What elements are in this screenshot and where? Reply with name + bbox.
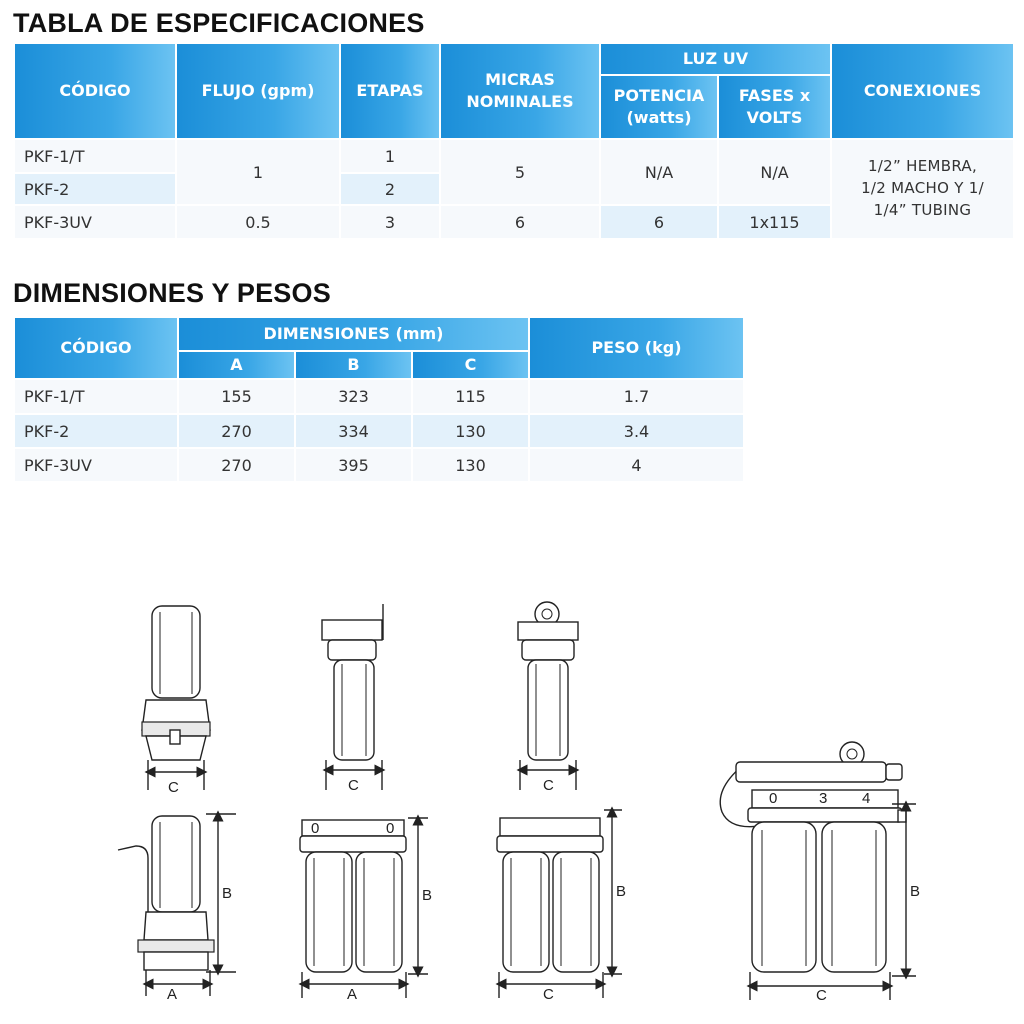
spec-cell-potencia: N/A bbox=[600, 139, 718, 205]
dim-label-c: C bbox=[543, 986, 554, 1003]
conexiones-line1: 1/2” HEMBRA, bbox=[867, 157, 978, 176]
dim-label-a: A bbox=[167, 986, 178, 1003]
spec-cell-flujo: 0.5 bbox=[176, 205, 340, 239]
dim-label-b: B bbox=[222, 885, 233, 902]
dim-label-b: B bbox=[616, 883, 627, 900]
table-row bbox=[14, 414, 744, 448]
pkf-2-front-view-drawing bbox=[322, 604, 383, 790]
spec-header-micras bbox=[440, 43, 600, 139]
pkf-1t-side-view-drawing bbox=[142, 606, 210, 790]
head-port-label: 0 bbox=[386, 820, 395, 837]
dims-cell-peso: 1.7 bbox=[529, 379, 744, 414]
pkf-1t-front-view-drawing bbox=[118, 814, 236, 996]
dims-cell-c: 130 bbox=[412, 448, 529, 482]
spec-cell-etapas: 3 bbox=[340, 205, 440, 239]
spec-cell-etapas: 1 bbox=[340, 139, 440, 173]
spec-header-micras-line2: NOMINALES bbox=[466, 92, 574, 111]
dims-cell-b: 323 bbox=[295, 379, 412, 414]
product-diagrams bbox=[0, 590, 1024, 1010]
dims-table bbox=[13, 316, 745, 483]
conexiones-line3: 1/4” TUBING bbox=[873, 200, 972, 219]
spec-cell-flujo: 1 bbox=[176, 139, 340, 205]
dims-cell-c: 115 bbox=[412, 379, 529, 414]
dims-title: DIMENSIONES Y PESOS bbox=[13, 278, 331, 308]
dim-label-b: B bbox=[422, 887, 433, 904]
dim-label-a: A bbox=[347, 986, 358, 1003]
dim-label-c: C bbox=[168, 779, 179, 796]
spec-cell-fases: 1x115 bbox=[718, 205, 831, 239]
dims-cell-c: 130 bbox=[412, 414, 529, 448]
dims-cell-b: 395 bbox=[295, 448, 412, 482]
pkf-2-double-front-view-drawing bbox=[300, 818, 428, 998]
uv-port-label: 0 bbox=[769, 790, 778, 807]
spec-header-fases bbox=[718, 75, 831, 139]
dims-header-peso: PESO (kg) bbox=[529, 317, 744, 379]
head-port-label: 0 bbox=[311, 820, 320, 837]
uv-port-label: 4 bbox=[862, 790, 871, 807]
spec-header-potencia bbox=[600, 75, 718, 139]
spec-table bbox=[13, 42, 1015, 240]
dims-cell-a: 155 bbox=[178, 379, 295, 414]
dims-header-c: C bbox=[412, 351, 529, 379]
spec-header-potencia-line1: POTENCIA bbox=[613, 86, 705, 106]
table-row bbox=[14, 379, 744, 414]
spec-header-potencia-line2: (watts) bbox=[626, 108, 692, 127]
spec-cell-micras: 6 bbox=[440, 205, 600, 239]
dims-header-a: A bbox=[178, 351, 295, 379]
spec-title: TABLA DE ESPECIFICACIONES bbox=[13, 8, 425, 38]
pkf-3-double-front-view-drawing bbox=[497, 810, 622, 998]
table-row bbox=[14, 139, 1014, 173]
dims-cell-a: 270 bbox=[178, 414, 295, 448]
dims-cell-peso: 3.4 bbox=[529, 414, 744, 448]
spec-header-luz-uv: LUZ UV bbox=[600, 43, 831, 75]
spec-header-flujo: FLUJO (gpm) bbox=[176, 43, 340, 139]
dims-cell-peso: 4 bbox=[529, 448, 744, 482]
spec-cell-fases: N/A bbox=[718, 139, 831, 205]
dims-header-b: B bbox=[295, 351, 412, 379]
spec-header-fases-line2: VOLTS bbox=[746, 108, 803, 127]
table-row bbox=[14, 448, 744, 482]
dims-cell-b: 334 bbox=[295, 414, 412, 448]
pkf-3uv-side-view-drawing bbox=[518, 602, 578, 790]
dims-header-codigo: CÓDIGO bbox=[14, 317, 178, 379]
dim-label-c: C bbox=[348, 777, 359, 794]
spec-cell-codigo: PKF-1/T bbox=[14, 139, 176, 173]
spec-header-micras-line1: MICRAS bbox=[485, 70, 555, 90]
spec-cell-codigo: PKF-2 bbox=[14, 173, 176, 205]
spec-cell-codigo: PKF-3UV bbox=[14, 205, 176, 239]
dims-cell-a: 270 bbox=[178, 448, 295, 482]
spec-header-conexiones: CONEXIONES bbox=[831, 43, 1014, 139]
spec-cell-etapas: 2 bbox=[340, 173, 440, 205]
spec-cell-conexiones bbox=[831, 139, 1014, 239]
dims-cell-codigo: PKF-2 bbox=[14, 414, 178, 448]
dims-cell-codigo: PKF-3UV bbox=[14, 448, 178, 482]
conexiones-line2: 1/2 MACHO Y 1/ bbox=[861, 179, 984, 198]
spec-header-etapas: ETAPAS bbox=[340, 43, 440, 139]
pkf-3uv-front-view-drawing bbox=[720, 742, 916, 1000]
spec-header-codigo: CÓDIGO bbox=[14, 43, 176, 139]
spec-cell-micras: 5 bbox=[440, 139, 600, 205]
spec-header-fases-line1: FASES x bbox=[738, 86, 811, 106]
dim-label-c: C bbox=[543, 777, 554, 794]
uv-port-label: 3 bbox=[819, 790, 828, 807]
dim-label-c: C bbox=[816, 987, 827, 1004]
dims-header-dimensiones: DIMENSIONES (mm) bbox=[178, 317, 529, 351]
dim-label-b: B bbox=[910, 883, 921, 900]
dims-cell-codigo: PKF-1/T bbox=[14, 379, 178, 414]
spec-cell-potencia: 6 bbox=[600, 205, 718, 239]
